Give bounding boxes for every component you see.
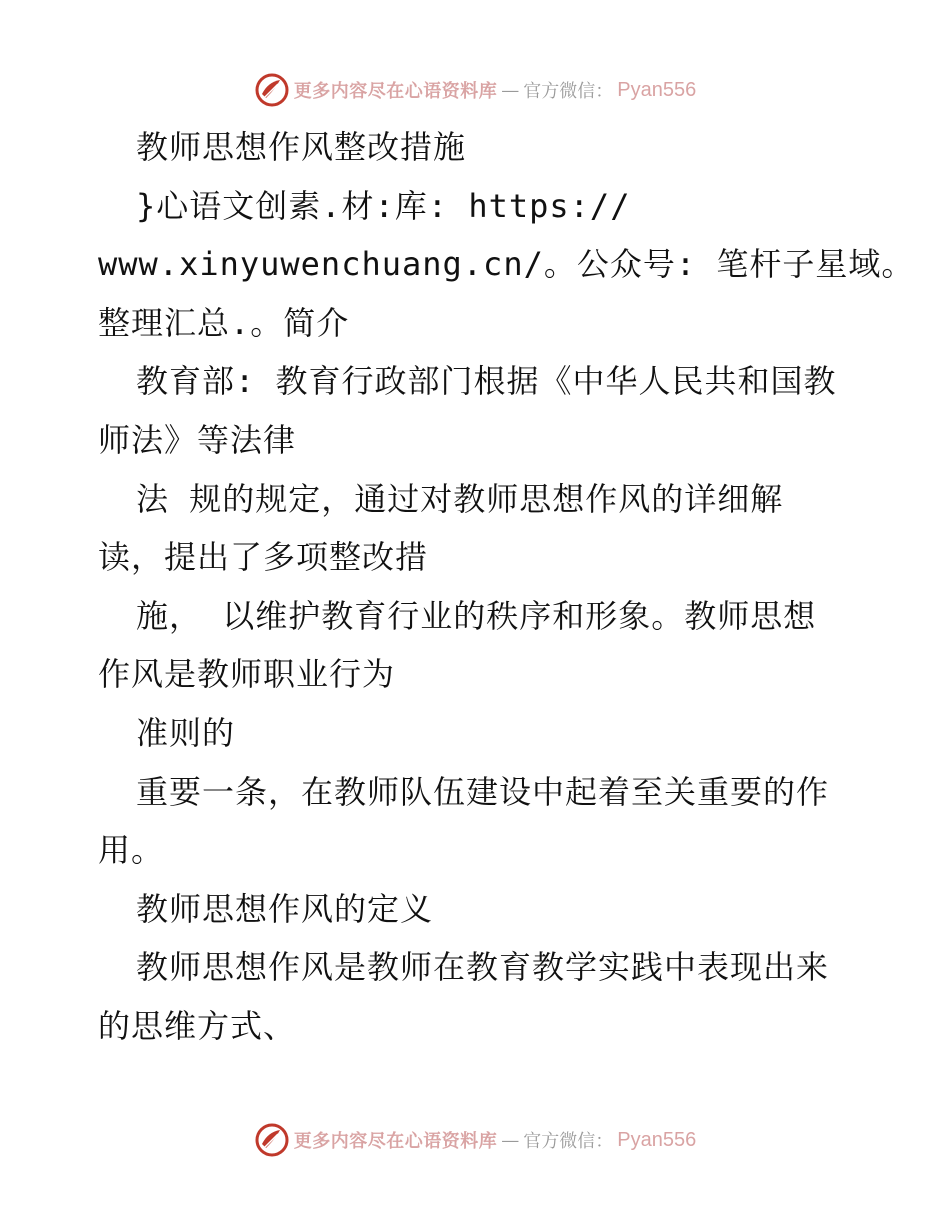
footer-banner bbox=[0, 1118, 950, 1162]
banner-dash: — bbox=[501, 79, 520, 101]
text-line: 施， 以维护教育行业的秩序和形象。教师思想 bbox=[136, 596, 817, 635]
text-line: 读，提出了多项整改措 bbox=[98, 538, 429, 577]
banner-main-text: 更多内容尽在心语资料库 bbox=[293, 81, 498, 102]
text-line: 法 规的规定，通过对教师思想作风的详细解 bbox=[136, 479, 784, 518]
pen-logo-icon bbox=[254, 1122, 290, 1158]
text-line: 教育部: 教育行政部门根据《中华人民共和国教 bbox=[136, 362, 837, 401]
banner-wechat-id: Pyan556 bbox=[617, 1128, 697, 1151]
text-line: 师法》等法律 bbox=[98, 420, 297, 459]
banner-main-text: 更多内容尽在心语资料库 bbox=[293, 1131, 498, 1152]
text-line: www.xinyuwenchuang.cn/。公众号: 笔杆子星域。 bbox=[98, 245, 915, 284]
section-heading: 教师思想作风的定义 bbox=[136, 889, 434, 928]
text-line: 重要一条，在教师队伍建设中起着至关重要的作 bbox=[136, 772, 830, 811]
pen-logo-icon bbox=[254, 72, 290, 108]
text-line: 整理汇总.。简介 bbox=[98, 303, 350, 342]
text-line: 教师思想作风是教师在教育教学实践中表现出来 bbox=[136, 948, 830, 987]
text-line: 准则的 bbox=[136, 713, 236, 752]
text-line: 用。 bbox=[98, 831, 165, 870]
banner-sub-text: 官方微信： bbox=[523, 1131, 614, 1152]
text-line: }心语文创素.材:库: https:// bbox=[136, 186, 631, 225]
banner-wechat-id: Pyan556 bbox=[617, 78, 697, 101]
document-title: 教师思想作风整改措施 bbox=[136, 128, 467, 166]
text-line: 的思维方式、 bbox=[98, 1006, 297, 1045]
banner-dash: — bbox=[501, 1129, 520, 1151]
header-banner bbox=[0, 68, 950, 112]
document-body bbox=[98, 118, 915, 1056]
text-line: 作风是教师职业行为 bbox=[98, 655, 396, 694]
banner-sub-text: 官方微信： bbox=[523, 81, 614, 102]
